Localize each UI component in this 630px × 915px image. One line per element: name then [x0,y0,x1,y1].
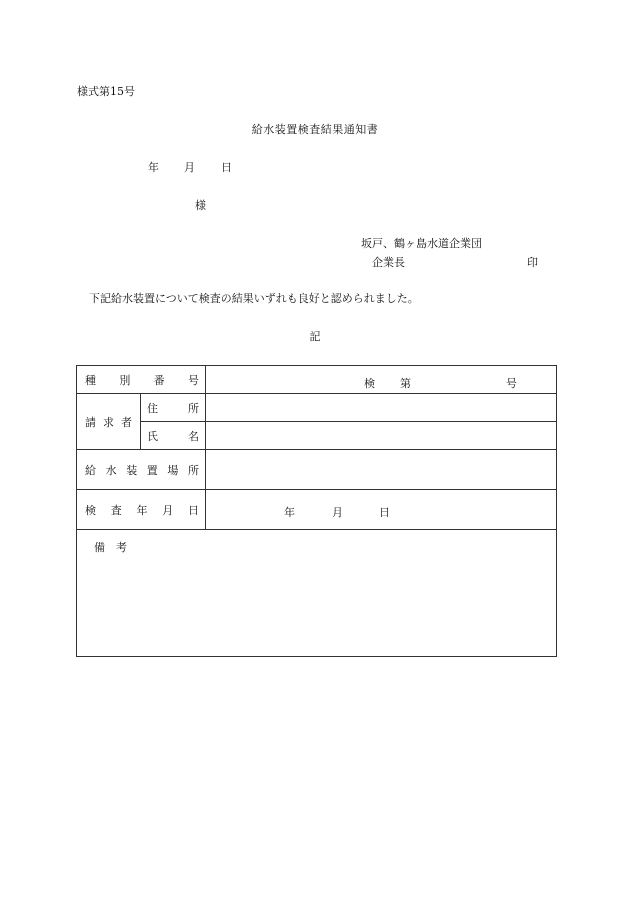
inspection-number-cell[interactable] [206,366,557,394]
label-char: 日 [188,503,199,517]
label-char: 査 [110,503,122,517]
label-char: 所 [187,463,199,477]
location-label [77,450,206,490]
label-char: 検 [85,503,96,517]
label-char: 別 [119,373,131,387]
label-char: 名 [188,429,199,443]
inspection-number-suffix: 号 [506,377,517,390]
label-char: 場 [167,463,179,477]
document-title: 給水装置検査結果通知書 [251,123,379,136]
date-month-label: 月 [184,161,195,174]
label-char: 求 [103,415,114,429]
location-field[interactable] [206,450,557,490]
label-char: 年 [136,503,148,517]
table-row-name [77,422,557,450]
seal-mark: 印 [527,256,538,269]
remarks-field[interactable] [77,530,557,657]
ki-heading: 記 [309,330,321,343]
name-field[interactable] [206,422,557,450]
label-char: 請 [85,415,96,429]
label-char: 者 [121,415,132,429]
issuer-organization: 坂戸、鶴ヶ島水道企業団 [361,237,482,250]
label-char: 水 [105,463,117,477]
recipient-honorific: 様 [195,199,206,212]
inspection-date-label [77,490,206,530]
label-char: 給 [85,463,96,477]
address-field[interactable] [206,394,557,422]
date-day-label: 日 [221,161,232,174]
inspection-year-label: 年 [284,506,295,519]
inspection-day-label: 日 [379,506,390,519]
label-char: 装 [126,463,138,477]
label-char: 種 [85,373,96,387]
date-year-label: 年 [148,161,159,174]
table-row-inspection-date [77,490,557,530]
inspection-date-field[interactable] [206,490,557,530]
name-label [141,422,206,450]
address-label [141,394,206,422]
inspection-number-mid: 第 [400,377,411,390]
notice-body: 下記給水装置について検査の結果いずれも良好と認められました。 [89,292,419,305]
label-char: 月 [162,503,174,517]
label-char: 氏 [147,429,158,443]
requester-label [77,394,141,450]
label-char: 置 [146,463,158,477]
label-char: 所 [188,401,199,415]
issuer-position: 企業長 [372,256,405,269]
table-row-address [77,394,557,422]
table-row-remarks [77,530,557,657]
table-row-location [77,450,557,490]
inspection-table [76,365,557,657]
inspection-month-label: 月 [332,506,343,519]
table-row-type-number [77,366,557,394]
inspection-number-prefix: 検 [364,377,375,390]
label-char: 号 [187,373,199,387]
form-number: 様式第15号 [77,85,135,98]
label-char: 番 [153,373,165,387]
type-number-label [77,366,206,394]
remarks-label: 備 考 [94,541,127,554]
label-char: 住 [147,401,158,415]
